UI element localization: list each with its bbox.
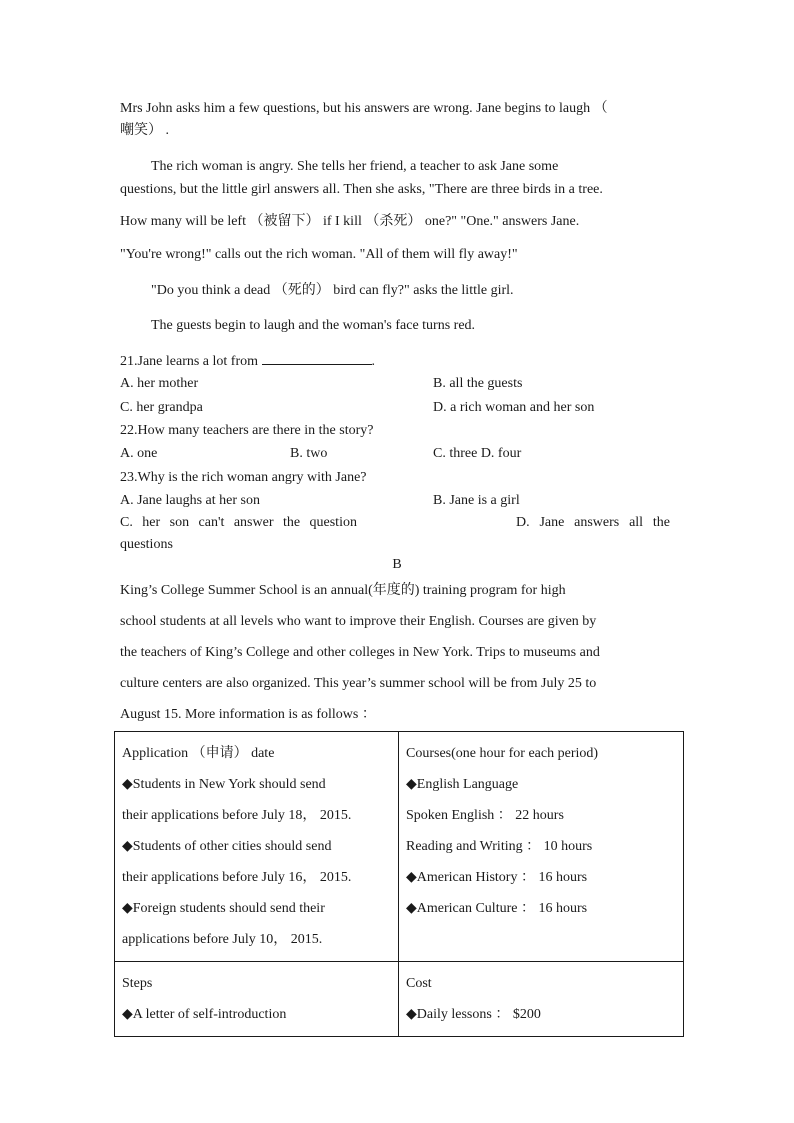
- summer-school-info-table: [114, 731, 684, 1037]
- cost-cell: [399, 962, 684, 1037]
- passage-a-p4: The guests begin to laugh and the woman's face turns red.: [151, 318, 476, 333]
- q23-c-word: question: [309, 515, 357, 530]
- q23-option-b: B. Jane is a girl: [433, 493, 520, 508]
- q23-c-word: answer: [233, 515, 274, 530]
- application-title: Application （申请） date: [122, 746, 275, 761]
- courses-line: Reading and Writing ： 10 hours: [406, 839, 593, 854]
- q23-d-word: all: [629, 515, 644, 530]
- table-row: [115, 732, 684, 962]
- courses-title: Courses(one hour for each period): [406, 746, 599, 761]
- q22-option-c: C. three D. four: [433, 446, 522, 461]
- courses-line: ◆English Language: [406, 777, 519, 792]
- passage-a-p3: "Do you think a dead （死的） bird can fly?" asks the little girl.: [151, 283, 514, 298]
- passage-a-p2-line3: How many will be left （被留下） if I kill （杀死） one?" "One." answers Jane.: [120, 214, 580, 229]
- steps-title: Steps: [122, 976, 153, 991]
- q23-c-word: can't: [198, 515, 225, 530]
- courses-line: ◆American Culture ： 16 hours: [406, 901, 588, 916]
- courses-cell: [399, 732, 684, 962]
- q23-c-word: son: [169, 515, 190, 530]
- application-line: ◆Students in New York should send: [122, 777, 326, 792]
- answer-blank: [262, 351, 372, 365]
- question-23-stem: 23.Why is the rich woman angry with Jane?: [120, 470, 367, 485]
- question-21-stem-end: .: [371, 354, 376, 369]
- passage-a-p1-line2: 嘲笑） .: [120, 123, 169, 138]
- section-b-intro-line3: the teachers of King’s College and other colleges in New York. Trips to museums and: [120, 645, 600, 660]
- q23-option-d-continued: questions: [120, 537, 173, 552]
- passage-a-p2-line4: "You're wrong!" calls out the rich woman. "All of them will fly away!": [120, 247, 518, 262]
- q23-c-word: her: [142, 515, 161, 530]
- steps-line: ◆A letter of self-introduction: [122, 1007, 287, 1022]
- q21-option-b: B. all the guests: [433, 376, 523, 391]
- application-line: their applications before July 16， 2015.: [122, 870, 352, 885]
- q23-d-word: the: [652, 515, 670, 530]
- q21-option-c: C. her grandpa: [120, 400, 203, 415]
- passage-a-p2-line2: questions, but the little girl answers all. Then she asks, "There are three birds in a tree.: [120, 182, 603, 197]
- section-b-intro-line5: August 15. More information is as follows ：: [120, 707, 376, 722]
- q23-c-word: C.: [120, 515, 133, 530]
- q23-d-word: answers: [574, 515, 620, 530]
- q23-option-d: [516, 513, 670, 533]
- q22-option-b: B. two: [290, 446, 328, 461]
- table-row: [115, 962, 684, 1037]
- application-line: ◆Students of other cities should send: [122, 839, 332, 854]
- q23-option-a: A. Jane laughs at her son: [120, 493, 260, 508]
- application-line: ◆Foreign students should send their: [122, 901, 325, 916]
- application-line: applications before July 10， 2015.: [122, 932, 323, 947]
- q23-d-word: D.: [516, 515, 530, 530]
- application-date-cell: [115, 732, 399, 962]
- courses-line: ◆American History ： 16 hours: [406, 870, 588, 885]
- q21-option-d: D. a rich woman and her son: [433, 400, 595, 415]
- cost-line: ◆Daily lessons ： $200: [406, 1007, 541, 1022]
- q21-option-a: A. her mother: [120, 376, 199, 391]
- courses-line: Spoken English ： 22 hours: [406, 808, 564, 823]
- section-b-intro-line1: King’s College Summer School is an annual(年度的) training program for high: [120, 583, 566, 598]
- question-22-stem: 22.How many teachers are there in the story?: [120, 423, 374, 438]
- passage-a-p2-line1: The rich woman is angry. She tells her friend, a teacher to ask Jane some: [151, 159, 559, 174]
- cost-title: Cost: [406, 976, 432, 991]
- q23-c-word: the: [282, 515, 301, 530]
- q22-option-a: A. one: [120, 446, 158, 461]
- section-b-heading: B: [392, 557, 402, 572]
- question-21-stem-text: 21.Jane learns a lot from: [120, 354, 259, 369]
- q23-d-word: Jane: [539, 515, 565, 530]
- section-b-intro-line2: school students at all levels who want to improve their English. Courses are given by: [120, 614, 597, 629]
- question-21-stem: [120, 351, 375, 372]
- section-b-intro-line4: culture centers are also organized. This year’s summer school will be from July 25 to: [120, 676, 597, 691]
- application-line: their applications before July 18， 2015.: [122, 808, 352, 823]
- steps-cell: [115, 962, 399, 1037]
- q23-option-c: [120, 513, 357, 533]
- passage-a-p1-line1: Mrs John asks him a few questions, but his answers are wrong. Jane begins to laugh （: [120, 101, 608, 116]
